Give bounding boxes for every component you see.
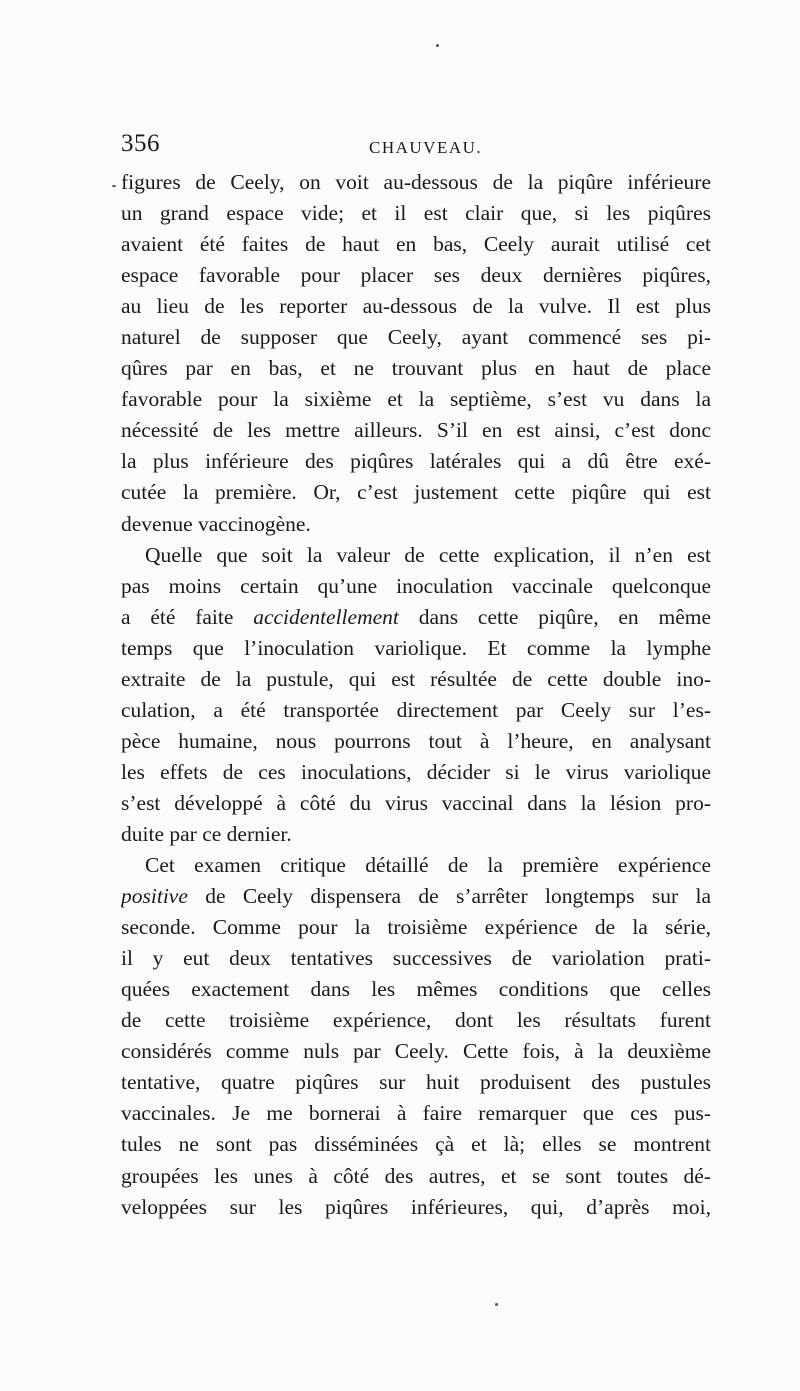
text-line: considérés comme nuls par Ceely. Cette fois, à la deuxième bbox=[121, 1039, 711, 1064]
text-line: favorable pour la sixième et la septième, s’est vu dans la bbox=[121, 387, 711, 412]
text-line bbox=[121, 602, 711, 633]
text-line: temps que l’inoculation variolique. Et comme la lymphe bbox=[121, 635, 711, 660]
paper-speck bbox=[112, 185, 116, 187]
text-line: un grand espace vide; et il est clair que, si les piqûres bbox=[121, 201, 711, 226]
text-line: cutée la première. Or, c’est justement cette piqûre qui est bbox=[121, 480, 711, 505]
text-line: s’est développé à côté du virus vaccinal dans la lésion pro- bbox=[121, 790, 711, 815]
paragraph bbox=[121, 167, 711, 540]
text-line: vaccinales. Je me bornerai à faire remarquer que ces pus- bbox=[121, 1101, 711, 1126]
text-line: extraite de la pustule, qui est résultée de cette double ino- bbox=[121, 666, 711, 691]
page-number: 356 bbox=[121, 130, 160, 157]
page-header bbox=[121, 130, 711, 164]
text-line: la plus inférieure des piqûres latérales qui a dû être exé- bbox=[121, 449, 711, 474]
text-segment: de Ceely dispensera de s’arrêter longtemps sur la bbox=[205, 884, 711, 909]
text-line: de cette troisième expérience, dont les résultats furent bbox=[121, 1008, 711, 1033]
text-line: quées exactement dans les mêmes conditions que celles bbox=[121, 977, 711, 1002]
text-segment: dans cette piqûre, en même bbox=[418, 604, 711, 629]
text-line: tules ne sont pas disséminées çà et là; elles se montrent bbox=[121, 1132, 711, 1157]
text-line: il y eut deux tentatives successives de variolation prati- bbox=[121, 946, 711, 971]
text-line: naturel de supposer que Ceely, ayant commencé ses pi- bbox=[121, 325, 711, 350]
text-line: veloppées sur les piqûres inférieures, qui, d’après moi, bbox=[121, 1194, 711, 1219]
text-line: pas moins certain qu’une inoculation vaccinale quelconque bbox=[121, 573, 711, 598]
running-head: CHAUVEAU. bbox=[369, 138, 483, 157]
text-line: figures de Ceely, on voit au-dessous de la piqûre inférieure bbox=[121, 170, 711, 194]
text-line bbox=[121, 881, 711, 912]
text-line: qûres par en bas, et ne trouvant plus en haut de place bbox=[121, 356, 711, 381]
paragraph bbox=[121, 540, 711, 850]
paragraph bbox=[121, 850, 711, 1223]
text-line: duite par ce dernier. bbox=[121, 821, 292, 846]
paper-speck bbox=[495, 1303, 498, 1306]
text-line: au lieu de les reporter au-dessous de la vulve. Il est plus bbox=[121, 294, 711, 319]
text-line: Quelle que soit la valeur de cette explication, il n’en est bbox=[145, 542, 711, 567]
text-line: culation, a été transportée directement par Ceely sur l’es- bbox=[121, 697, 711, 722]
text-line: groupées les unes à côté des autres, et se sont toutes dé- bbox=[121, 1163, 711, 1188]
text-line: avaient été faites de haut en bas, Ceely aurait utilisé cet bbox=[121, 232, 711, 257]
text-segment: a été faite bbox=[121, 604, 234, 629]
text-line: nécessité de les mettre ailleurs. S’il en est ainsi, c’est donc bbox=[121, 418, 711, 443]
italic-text: positive bbox=[121, 884, 188, 909]
paper-speck bbox=[436, 44, 439, 47]
text-line: devenue vaccinogène. bbox=[121, 511, 311, 536]
text-line: seconde. Comme pour la troisième expérience de la série, bbox=[121, 915, 711, 940]
body-text bbox=[121, 167, 711, 1223]
text-line: tentative, quatre piqûres sur huit produisent des pustules bbox=[121, 1070, 711, 1095]
text-line: pèce humaine, nous pourrons tout à l’heure, en analysant bbox=[121, 728, 711, 753]
text-line: les effets de ces inoculations, décider si le virus variolique bbox=[121, 759, 711, 784]
italic-text: accidentellement bbox=[253, 604, 399, 629]
text-line: Cet examen critique détaillé de la première expérience bbox=[145, 853, 711, 878]
text-line: espace favorable pour placer ses deux dernières piqûres, bbox=[121, 263, 711, 288]
